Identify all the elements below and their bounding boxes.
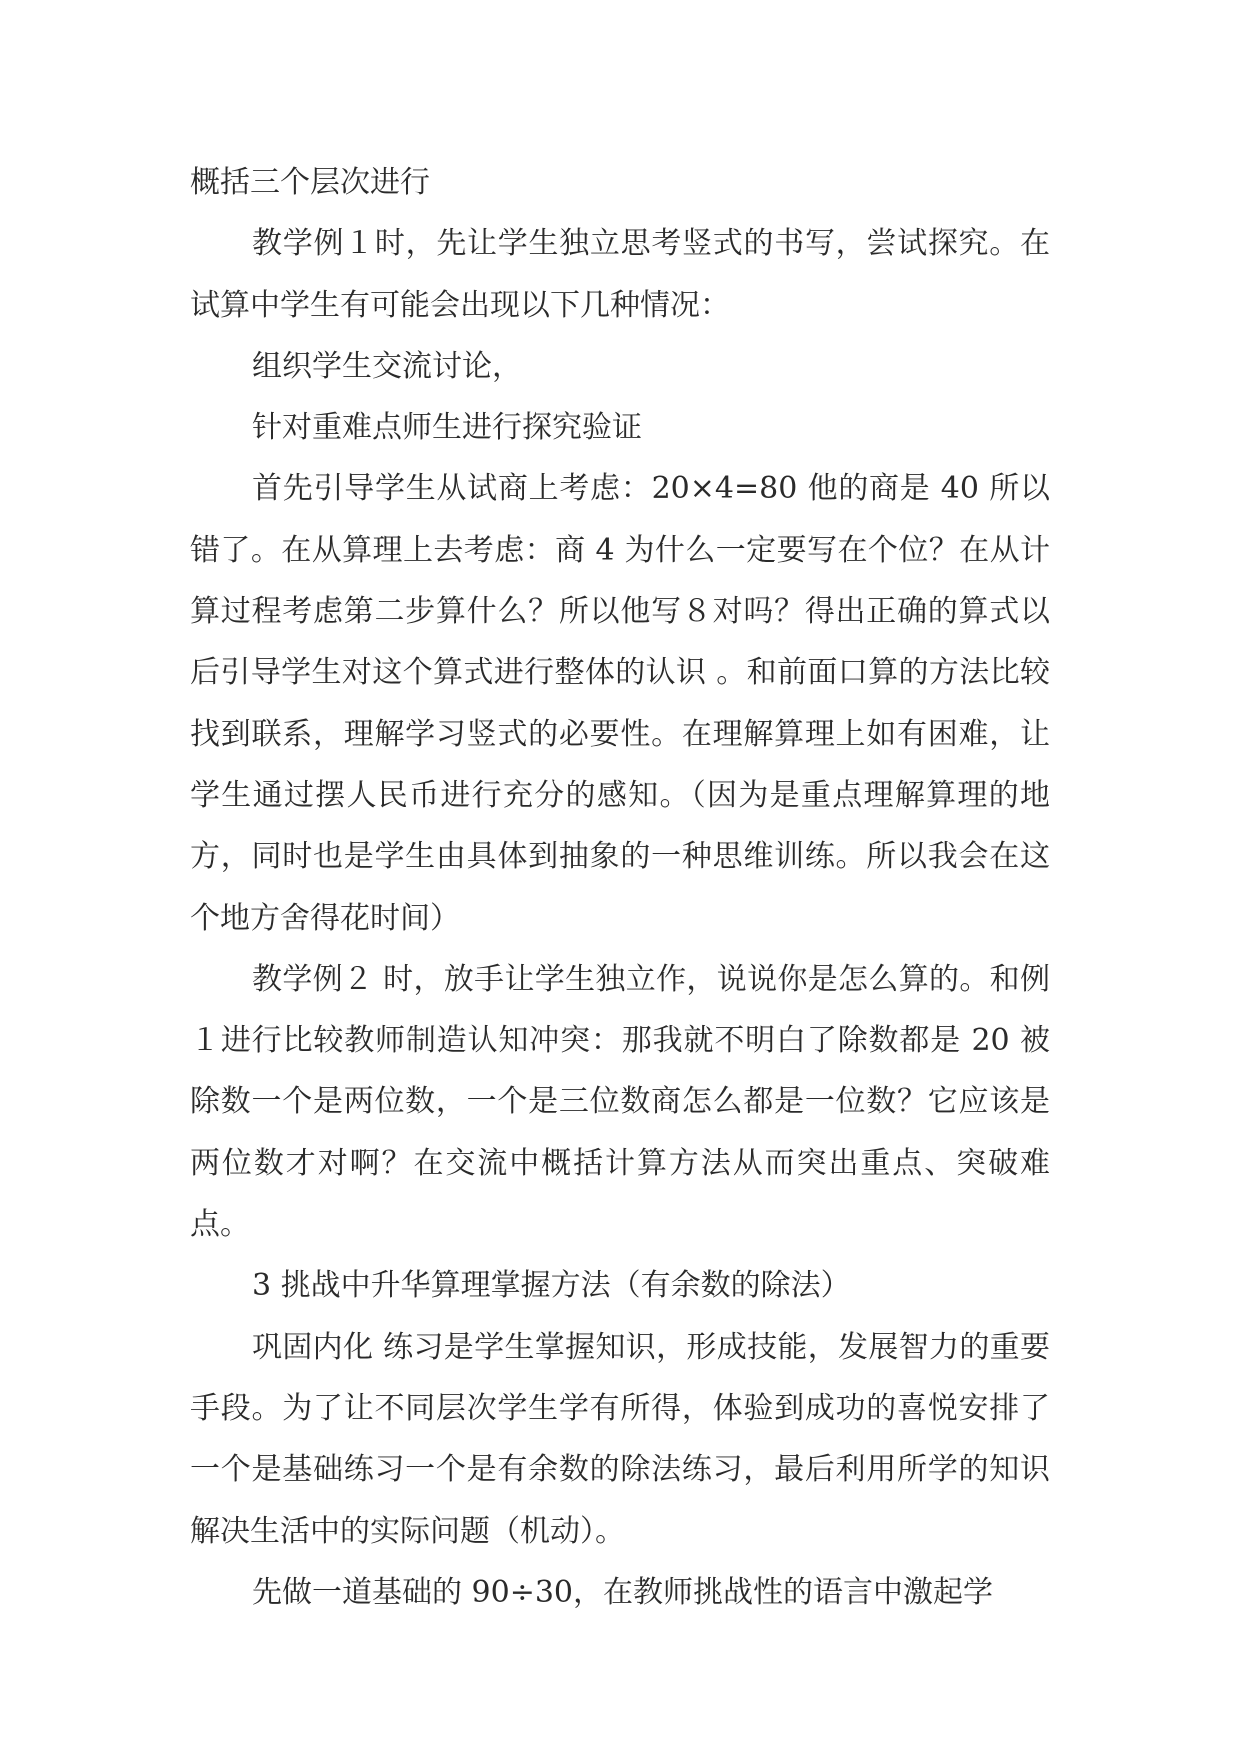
document-body	[190, 152, 1050, 1623]
paragraph-9: 先做一道基础的 90÷30，在教师挑战性的语言中激起学	[252, 1574, 994, 1610]
paragraph-2: 教学例１时，先让学生独立思考竖式的书写，尝试探究。在试算中学生有可能会出现以下几种情况：	[190, 226, 1050, 323]
paragraph-1: 概括三个层次进行	[190, 165, 430, 200]
paragraph-3: 组织学生交流讨论，	[252, 348, 522, 384]
paragraph-5: 首先引导学生从试商上考虑：20×4=80 他的商是 40 所以错了。在从算理上去考虑：商 4 为什么一定要写在个位？在从计算过程考虑第二步算什么？所以他写８对吗？得出正确的算式以后引导学生对这个算式进行整体的认识 。和前面口算的方法比较找到联系，理解学习竖式的必要性。在理解算理上如有困难，让学生通过摆人民币进行充分的感知。（因为是重点理解算理的地方，同时也是学生由具体到抽象的一种思维训练。所以我会在这个地方舍得花时间）	[190, 471, 1050, 936]
paragraph-6: 教学例２ 时，放手让学生独立作，说说你是怎么算的。和例１进行比较教师制造认知冲突：那我就不明白了除数都是 20 被除数一个是两位数，一个是三位数商怎么都是一位数？它应该是两位数才对啊？在交流中概括计算方法从而突出重点、突破难点。	[190, 961, 1050, 1243]
paragraph-4: 针对重难点师生进行探究验证	[252, 410, 642, 446]
paragraph-8: 巩固内化 练习是学生掌握知识，形成技能，发展智力的重要手段。为了让不同层次学生学有所得，体验到成功的喜悦安排了一个是基础练习一个是有余数的除法练习，最后利用所学的知识解决生活中的实际问题（机动）。	[190, 1329, 1050, 1549]
paragraph-7: 3 挑战中升华算理掌握方法（有余数的除法）	[252, 1268, 851, 1304]
